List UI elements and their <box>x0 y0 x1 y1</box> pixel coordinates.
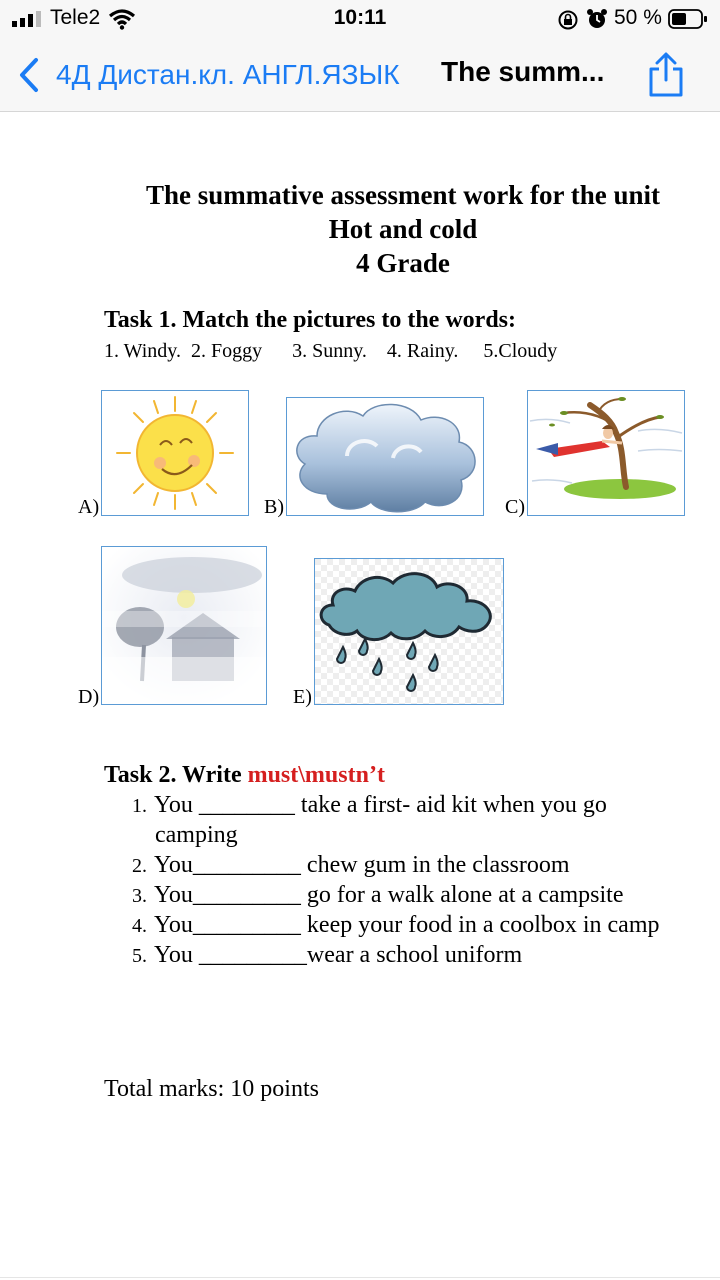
document-page <box>0 112 720 1280</box>
item-text: You_________ chew gum in the classroom <box>154 852 570 878</box>
back-button-label: 4Д Дистан.кл. АНГЛ.ЯЗЫК <box>56 59 400 90</box>
picture-label-e: E) <box>293 686 312 708</box>
list-item <box>132 882 623 909</box>
total-marks: Total marks: 10 points <box>104 1076 319 1102</box>
navigation-bar <box>0 40 720 112</box>
cloud-picture <box>286 397 484 516</box>
rainy-picture <box>314 558 504 705</box>
item-number: 1. <box>132 795 147 817</box>
share-icon[interactable] <box>646 52 686 98</box>
battery-icon <box>668 9 708 29</box>
foggy-picture <box>101 546 267 705</box>
list-item <box>132 792 607 819</box>
carrier-name: Tele2 <box>50 6 101 29</box>
task1-heading: Task 1. Match the pictures to the words: <box>104 307 516 333</box>
cloud-icon <box>287 398 483 515</box>
windy-picture <box>527 390 685 516</box>
windy-tree-icon <box>528 391 684 515</box>
list-item <box>132 942 522 969</box>
list-item <box>132 852 570 879</box>
battery-percent: 50 % <box>614 6 662 29</box>
item-text: You ________ take a first- aid kit when you go <box>154 792 607 818</box>
list-item <box>132 912 660 939</box>
picture-label-b: B) <box>264 496 284 518</box>
task1-word-list: 1. Windy. 2. Foggy 3. Sunny. 4. Rainy. 5.Cloudy <box>104 340 558 362</box>
task2-heading-prefix: Task 2. Write <box>104 762 248 788</box>
sun-picture <box>101 390 249 516</box>
chevron-left-icon <box>18 57 40 93</box>
rotation-lock-icon <box>557 9 579 31</box>
document-title: The summ... <box>441 56 605 87</box>
rain-cloud-icon <box>315 559 503 704</box>
item-number: 4. <box>132 915 147 937</box>
item-number: 2. <box>132 855 147 877</box>
alarm-icon <box>586 8 608 30</box>
picture-label-d: D) <box>78 686 100 708</box>
item-text: You_________ keep your food in a coolbox in camp <box>154 912 660 938</box>
picture-label-a: A) <box>78 496 100 518</box>
doc-title-line3: 4 Grade <box>356 248 450 278</box>
bottom-divider <box>0 1277 720 1278</box>
item-number: 5. <box>132 945 147 967</box>
list-item-continuation: camping <box>155 822 238 848</box>
clock: 10:11 <box>333 6 387 29</box>
task2-heading-highlight: must\mustn’t <box>247 762 385 788</box>
task2-heading <box>104 762 385 789</box>
back-button[interactable] <box>18 52 438 98</box>
picture-label-c: C) <box>505 496 525 518</box>
doc-title-line2: Hot and cold <box>328 214 478 244</box>
item-text: You _________wear a school uniform <box>154 942 523 968</box>
fog-icon <box>102 547 266 704</box>
sun-icon <box>102 391 248 515</box>
doc-title-line1: The summative assessment work for the unit <box>146 180 660 210</box>
item-text: You_________ go for a walk alone at a campsite <box>154 882 624 908</box>
item-number: 3. <box>132 885 147 907</box>
status-bar <box>0 0 720 40</box>
